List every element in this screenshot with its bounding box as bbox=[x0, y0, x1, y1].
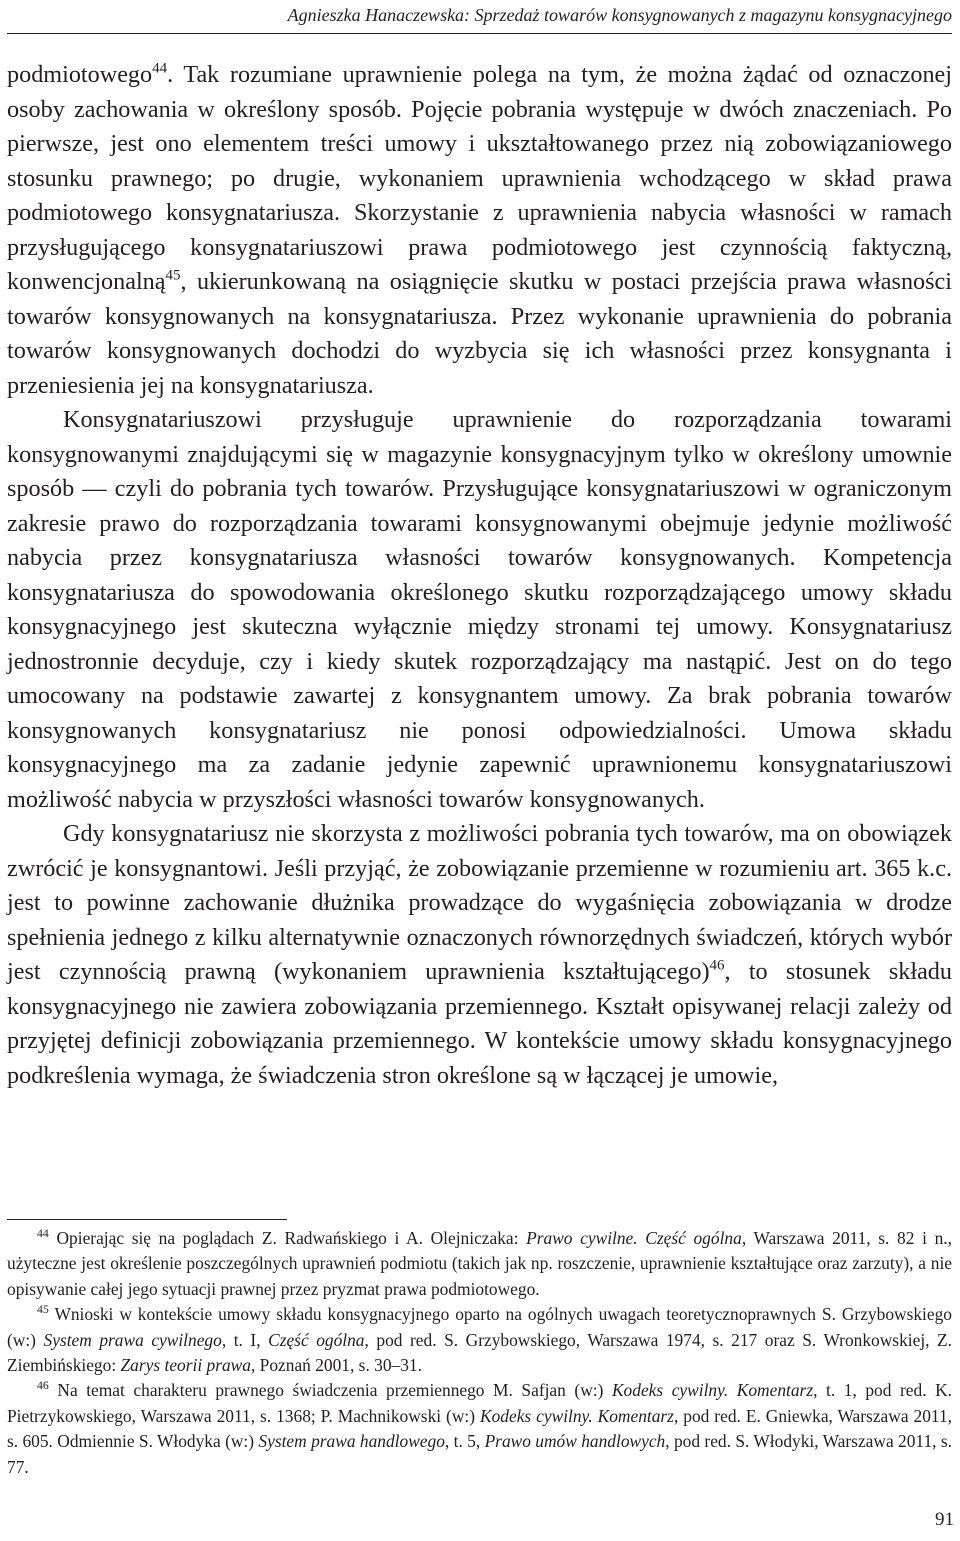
main-text bbox=[7, 58, 952, 1093]
footnote-text: , pod red. E. Gniewka, Warszawa 2011, s. 605. Odmiennie S. Włodyka (w:) bbox=[7, 1405, 952, 1452]
cited-title: System prawa cywilnego bbox=[43, 1329, 222, 1350]
running-title: Agnieszka Hanaczewska: Sprzedaż towarów konsygnowanych z magazynu konsygnacyjnego bbox=[287, 5, 952, 25]
running-header bbox=[0, 3, 952, 27]
footnote-text: Opierając się na poglądach Z. Radwańskiego i A. Olejniczaka: bbox=[48, 1228, 527, 1248]
footnote-number: 45 bbox=[37, 1302, 49, 1317]
cited-title: Prawo umów handlowych bbox=[484, 1431, 666, 1452]
cited-title: Kodeks cywilny. Komentarz bbox=[480, 1405, 674, 1426]
footnote-44 bbox=[7, 1226, 952, 1302]
paragraph-3-text-b: , to stosunek składu konsygnacyjnego nie zawiera zobowiązania przemiennego. Kształt opisywanej relacji zależy od przyjętej definicji zobowiązania przemiennego. W kontekście umowy składu konsygnacyjnego podkreślenia wymaga, że świadczenia stron określone są w łączącej je umowie, bbox=[7, 958, 952, 1089]
footnote-number: 44 bbox=[37, 1226, 49, 1241]
footnote-45 bbox=[7, 1302, 952, 1378]
footnote-text: , t. I, bbox=[221, 1329, 269, 1350]
footnote-text: , t. 1, pod red. K. Pietrzykowskiego, Warszawa 2011, s. 1368; P. Machnikowski (w:) bbox=[7, 1380, 953, 1426]
footnote-text: , pod red. S. Włodyki, Warszawa 2011, s. 77. bbox=[7, 1431, 952, 1477]
paragraph-3 bbox=[7, 817, 952, 1093]
paragraph-1-text-a: podmiotowego bbox=[7, 61, 153, 88]
paragraph-2: Konsygnatariuszowi przysługuje uprawnienie do rozporządzania towarami konsygnowanymi znajdującymi się w magazynie konsygnacyjnym tylko w określony umownie sposób — czyli do pobrania tych towarów. Przysługujące konsygnatariuszowi w ograniczonym zakresie prawo do rozporządzania towarami konsygnowanymi obejmuje jedynie możliwość nabycia przez konsygnatariusza własności towarów konsygnowanych. Kompetencja konsygnatariusza do spowodowania określonego skutku rozporządzającego umowy składu konsygnacyjnego jest skuteczna wyłącznie między stronami tej umowy. Konsygnatariusz jednostronnie decyduje, czy i kiedy skutek rozporządzający ma nastąpić. Jest on do tego umocowany na podstawie zawartej z konsygnantem umowy. Za brak pobrania towarów konsygnowanych konsygnatariusz nie ponosi odpowiedzialności. Umowa składu konsygnacyjnego ma za zadanie jedynie zapewnić uprawnionemu konsygnatariuszowi możliwość nabycia w przyszłości własności towarów konsygnowanych. bbox=[7, 406, 952, 813]
paragraph-1-text-b: . Tak rozumiane uprawnienie polega na tym, że można żądać od oznaczonej osoby zachowania w określony sposób. Pojęcie pobrania występuje w dwóch znaczeniach. Po pierwsze, jest ono elementem treści umowy i ukształtowanego przez nią zobowiązaniowego stosunku prawnego; po drugie, wykonaniem uprawnienia wchodzącego w skład prawa podmiotowego konsygnatariusza. Skorzystanie z uprawnienia nabycia własności w ramach przysługującego konsygnatariuszowi prawa podmiotowego jest czynnością faktyczną, konwencjonalną bbox=[7, 61, 952, 295]
page-number: 91 bbox=[935, 1509, 954, 1530]
footnote-text: , Poznań 2001, s. 30–31. bbox=[250, 1355, 422, 1376]
footnote-text: , t. 5, bbox=[444, 1431, 485, 1452]
cited-title: Prawo cywilne. Część ogólna bbox=[526, 1228, 742, 1248]
footnote-ref-44: 44 bbox=[152, 60, 168, 77]
footnote-ref-45: 45 bbox=[165, 267, 181, 284]
footnote-ref-46: 46 bbox=[709, 957, 725, 974]
footnote-text: Wnioski w kontekście umowy składu konsygnacyjnego oparto na ogólnych uwagach teoretycznoprawnych S. Grzybowskiego (w:) bbox=[7, 1304, 952, 1350]
cited-title: Kodeks cywilny. Komentarz bbox=[611, 1380, 814, 1401]
footnotes bbox=[7, 1226, 952, 1480]
paragraph-3-text-a: Gdy konsygnatariusz nie skorzysta z możliwości pobrania tych towarów, ma on obowiązek zwrócić je konsygnantowi. Jeśli przyjąć, że zobowiązanie przemienne w rozumieniu art. 365 k.c. jest to powinne zachowanie dłużnika prowadzące do wygaśnięcia zobowiązania w drodze spełnienia jednego z kilku alternatywnie oznaczonych równorzędnych świadczeń, których wybór jest czynnością prawną (wykonaniem uprawnienia kształtującego) bbox=[7, 820, 952, 985]
cited-title: Zarys teorii prawa bbox=[120, 1355, 251, 1376]
footnote-number: 46 bbox=[37, 1378, 49, 1393]
footnote-46 bbox=[7, 1378, 952, 1480]
footnote-text: Na temat charakteru prawnego świadczenia przemiennego M. Safjan (w:) bbox=[48, 1380, 612, 1401]
cited-title: Część ogólna bbox=[268, 1329, 365, 1350]
paragraph-1 bbox=[7, 58, 952, 403]
footnote-divider bbox=[7, 1219, 287, 1220]
header-divider bbox=[7, 33, 952, 34]
footnote-text: , pod red. S. Grzybowskiego, Warszawa 1974, s. 217 oraz S. Wronkowskiej, Z. Ziembińskiego: bbox=[7, 1329, 953, 1376]
footnote-text: , Warszawa 2011, s. 82 i n., użyteczne jest określenie poszczególnych uprawnień podmiotu (takich jak np. roszczenie, uprawnienie kształtujące oraz zarzuty), a nie opisywanie całej jego sytuacji prawnej przez pryzmat prawa podmiotowego. bbox=[7, 1228, 952, 1299]
paragraph-1-text-c: , ukierunkowaną na osiągnięcie skutku w postaci przejścia prawa własności towarów konsygnowanych na konsygnatariusza. Przez wykonanie uprawnienia do pobrania towarów konsygnowanych dochodzi do wyzbycia się ich własności przez konsygnanta i przeniesienia jej na konsygnatariusza. bbox=[7, 268, 952, 399]
cited-title: System prawa handlowego bbox=[258, 1431, 445, 1452]
